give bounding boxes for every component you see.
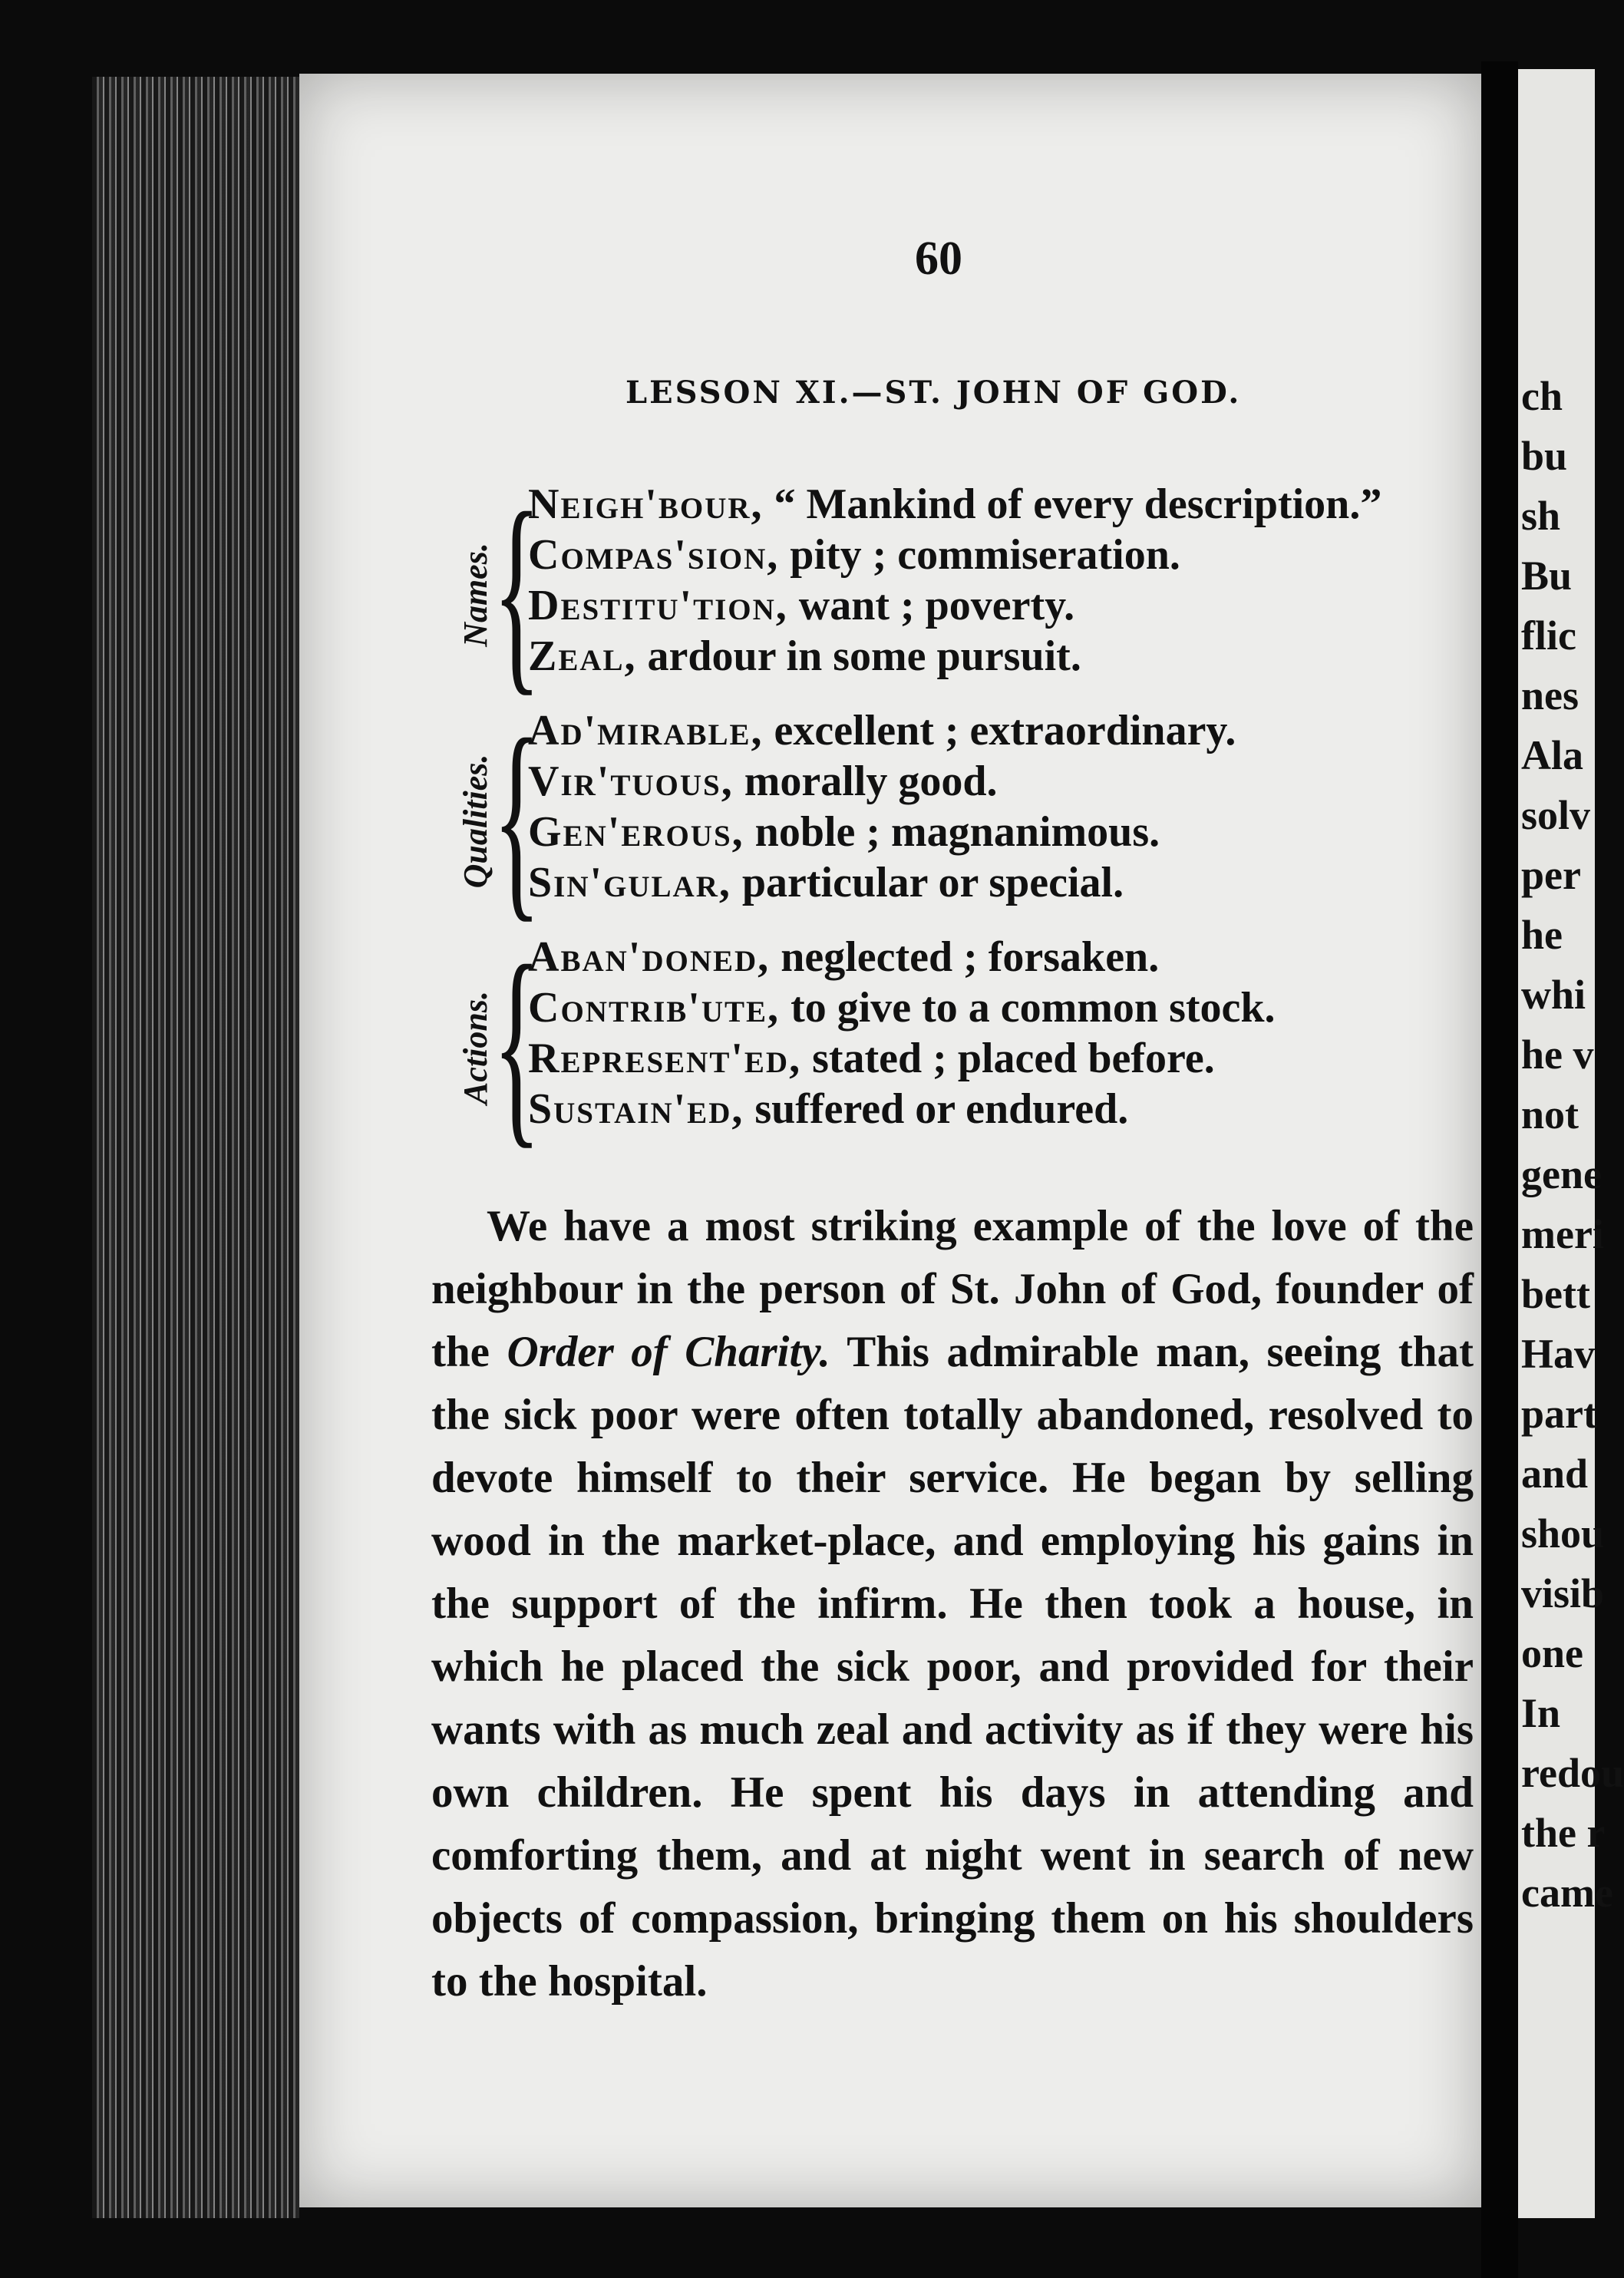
vocabulary-term: Ad'mirable, [528, 707, 764, 754]
vocabulary-definition: morally good. [733, 758, 998, 805]
vocabulary-term: Gen'erous, [528, 808, 744, 856]
brace: { [493, 467, 541, 714]
vocabulary-definition: pity ; commiseration. [779, 531, 1180, 579]
facing-page-fragment: Ala [1521, 732, 1583, 778]
paragraph-italic-text: Order of Charity. [507, 1328, 830, 1376]
facing-page-fragment: came [1521, 1870, 1613, 1916]
vocabulary-definition: particular or special. [731, 859, 1124, 906]
vocabulary-entry [528, 983, 1276, 1032]
vocabulary-definition: neglected ; forsaken. [770, 933, 1160, 981]
facing-page-fragment: visib [1521, 1570, 1605, 1616]
vocabulary-term: Destitu'tion, [528, 582, 788, 629]
vocabulary-definition: want ; poverty. [787, 582, 1075, 629]
vocabulary-term: Neigh'bour, [528, 480, 764, 528]
page-number: 60 [915, 233, 962, 285]
vocabulary-definition: suffered or endured. [744, 1085, 1129, 1133]
facing-page-fragment: In [1521, 1690, 1561, 1736]
facing-page-fragment: gene [1521, 1151, 1602, 1197]
vocabulary-term: Zeal, [528, 632, 637, 680]
lesson-title: LESSON XI.—ST. JOHN OF GOD. [626, 375, 1242, 411]
paragraph-text: We have a most striking example of the love of the neighbour in the person of St. John of God, founder of the [431, 1202, 1474, 1376]
vocabulary-entry [528, 480, 1381, 529]
facing-page-fragment: part [1521, 1391, 1597, 1437]
facing-page-fragment: shou [1521, 1510, 1605, 1557]
vocabulary-definition: excellent ; extraordinary. [763, 707, 1236, 754]
group-label: Qualities. [457, 754, 494, 889]
facing-page-fragment: nes [1521, 672, 1579, 718]
facing-page-fragment: the r [1521, 1810, 1606, 1856]
facing-page-fragment: he [1521, 912, 1563, 958]
facing-page-fragment: bett [1521, 1271, 1590, 1317]
vocabulary-entry [528, 1034, 1215, 1083]
vocabulary-entry [528, 933, 1159, 982]
facing-page-fragment: Hav [1521, 1331, 1596, 1377]
vocabulary-entry [528, 706, 1236, 755]
vocabulary-entry [528, 581, 1074, 630]
book-spine [1481, 61, 1518, 2278]
vocabulary-entry [528, 632, 1081, 681]
vocabulary-definition: ardour in some pursuit. [636, 632, 1081, 680]
group-label: Names. [457, 543, 494, 647]
facing-page-fragment: redou [1521, 1750, 1624, 1796]
vocabulary-definition: noble ; magnanimous. [744, 808, 1160, 856]
facing-page-fragment: not [1521, 1091, 1579, 1137]
vocabulary-term: Aban'doned, [528, 933, 771, 981]
facing-page-fragment: sh [1521, 493, 1561, 539]
vocabulary-term: Sustain'ed, [528, 1085, 744, 1133]
facing-page-fragment: he v [1521, 1032, 1594, 1078]
vocabulary-entry [528, 757, 997, 806]
vocabulary-definition: “ Mankind of every description.” [763, 480, 1382, 528]
group-label: Actions. [457, 991, 494, 1104]
facing-page [1518, 69, 1624, 2218]
facing-page-fragment: meri [1521, 1211, 1604, 1257]
facing-page-fragment: flic [1521, 612, 1576, 659]
paragraph-text: This admirable man, seeing that the sick poor were often totally abandoned, resolved to devote himself to their service. He began by selling wood in the market-place, and employing his gains in the support of the infirm. He then took a house, in which he placed the sick poor, and provided for their wants with as much zeal and activity as if they were his own children. He spent his days in attending and comforting them, and at night went in search of new objects of compassion, bringing them on his shoulders to the hospital. [431, 1328, 1474, 2006]
vocabulary-entry [528, 807, 1160, 857]
vocabulary-entry [528, 858, 1124, 907]
vocabulary-term: Represent'ed, [528, 1035, 802, 1082]
facing-page-fragment: bu [1521, 433, 1568, 479]
facing-page-fragment: whi [1521, 972, 1586, 1018]
facing-page-fragment: per [1521, 852, 1581, 898]
facing-page-fragment: one [1521, 1630, 1583, 1676]
vocabulary-entry [528, 1085, 1128, 1134]
vocabulary-term: Vir'tuous, [528, 758, 734, 805]
lesson-paragraph [431, 1195, 1474, 2013]
book-edge [92, 77, 299, 2218]
facing-page-fragment: Bu [1521, 553, 1573, 599]
facing-page-fragment: and [1521, 1451, 1589, 1497]
vocabulary-term: Contrib'ute, [528, 984, 781, 1032]
vocabulary-definition: to give to a common stock. [780, 984, 1276, 1032]
vocabulary-entry [528, 530, 1180, 579]
facing-page-fragment: solv [1521, 792, 1591, 838]
vocabulary-term: Compas'sion, [528, 531, 780, 579]
brace: { [493, 694, 541, 940]
vocabulary-term: Sin'gular, [528, 859, 731, 906]
brace: { [493, 920, 541, 1167]
facing-page-fragment: ch [1521, 373, 1563, 419]
vocabulary-definition: stated ; placed before. [801, 1035, 1215, 1082]
